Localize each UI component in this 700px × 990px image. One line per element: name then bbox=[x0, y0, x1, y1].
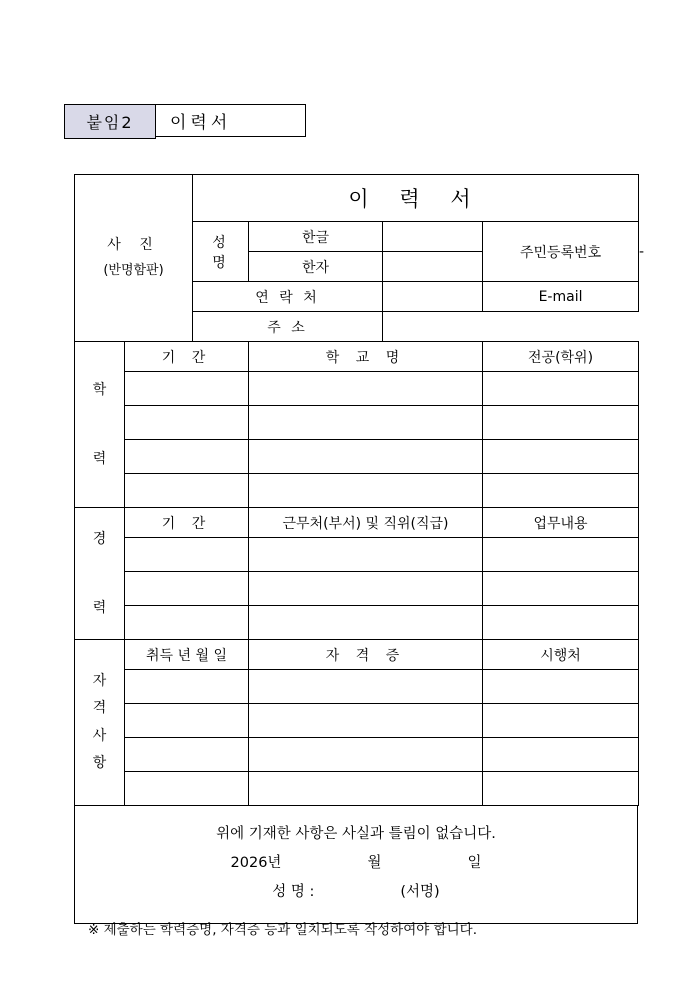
document-header bbox=[64, 104, 306, 139]
cert-header-date: 취득 년 월 일 bbox=[125, 640, 249, 670]
attachment-badge: 붙임2 bbox=[64, 104, 156, 139]
name-label-char2: 명 bbox=[212, 254, 229, 271]
declaration-block bbox=[74, 806, 638, 924]
address-value-field[interactable] bbox=[383, 312, 639, 342]
career-cell-period[interactable] bbox=[125, 538, 249, 572]
table-row bbox=[75, 372, 639, 406]
hanja-value-field[interactable] bbox=[383, 252, 483, 282]
cert-cell-date[interactable] bbox=[125, 772, 249, 806]
career-header-duties: 업무내용 bbox=[483, 508, 639, 538]
cert-cell-issuer[interactable] bbox=[483, 772, 639, 806]
career-header-period: 기 간 bbox=[125, 508, 249, 538]
career-label-char1: 경 bbox=[92, 531, 107, 548]
photo-label-line1: 사 진 bbox=[107, 237, 160, 254]
table-row bbox=[75, 606, 639, 640]
table-row bbox=[75, 406, 639, 440]
cert-label-char3: 사 bbox=[92, 727, 107, 744]
education-cell-major[interactable] bbox=[483, 440, 639, 474]
contact-label: 연 락 처 bbox=[193, 282, 383, 312]
cert-cell-issuer[interactable] bbox=[483, 670, 639, 704]
career-cell-period[interactable] bbox=[125, 606, 249, 640]
resident-number-label: 주민등록번호 bbox=[483, 222, 639, 282]
cert-label-char2: 격 bbox=[92, 700, 107, 717]
education-cell-major[interactable] bbox=[483, 406, 639, 440]
resume-heading: 이 력 서 bbox=[193, 175, 639, 222]
name-label bbox=[193, 222, 249, 282]
education-cell-major[interactable] bbox=[483, 372, 639, 406]
career-cell-workplace[interactable] bbox=[249, 538, 483, 572]
cert-label-char1: 자 bbox=[92, 672, 107, 689]
cert-cell-name[interactable] bbox=[249, 704, 483, 738]
declaration-text: 위에 기재한 사항은 사실과 틀림이 없습니다. bbox=[216, 826, 496, 842]
section-label-certificates bbox=[75, 640, 125, 806]
cert-cell-date[interactable] bbox=[125, 704, 249, 738]
career-label-char2: 력 bbox=[92, 599, 107, 616]
hangul-label: 한글 bbox=[249, 222, 383, 252]
career-cell-period[interactable] bbox=[125, 572, 249, 606]
cert-cell-name[interactable] bbox=[249, 738, 483, 772]
education-cell-major[interactable] bbox=[483, 474, 639, 508]
document-title-box: 이력서 bbox=[156, 104, 306, 137]
career-cell-duties[interactable] bbox=[483, 572, 639, 606]
declaration-year[interactable]: 2026년 bbox=[230, 855, 282, 871]
education-header-period: 기 간 bbox=[125, 342, 249, 372]
career-cell-duties[interactable] bbox=[483, 606, 639, 640]
photo-placeholder[interactable] bbox=[75, 175, 193, 342]
address-label: 주 소 bbox=[193, 312, 383, 342]
table-row bbox=[75, 738, 639, 772]
table-row-title bbox=[75, 175, 639, 222]
education-cell-period[interactable] bbox=[125, 406, 249, 440]
table-row-name-hangul: 성 명 한글 주민등록번호 - bbox=[75, 222, 639, 252]
table-row bbox=[75, 704, 639, 738]
cert-label-char4: 항 bbox=[92, 754, 107, 771]
career-cell-workplace[interactable] bbox=[249, 572, 483, 606]
education-cell-school[interactable] bbox=[249, 474, 483, 508]
declaration-month[interactable]: 월 bbox=[367, 855, 382, 871]
footnote: ※ 제출하는 학력증명, 자격증 등과 일치되도록 작성하여야 합니다. bbox=[88, 922, 477, 938]
signature-name-label: 성 명 : bbox=[272, 884, 315, 900]
education-label-char1: 학 bbox=[92, 382, 107, 399]
cert-cell-name[interactable] bbox=[249, 772, 483, 806]
table-row bbox=[75, 474, 639, 508]
career-cell-workplace[interactable] bbox=[249, 606, 483, 640]
cert-cell-issuer[interactable] bbox=[483, 738, 639, 772]
hanja-label: 한자 bbox=[249, 252, 383, 282]
education-header-school: 학 교 명 bbox=[249, 342, 483, 372]
cert-header-issuer: 시행처 bbox=[483, 640, 639, 670]
table-row-certificate-header bbox=[75, 640, 639, 670]
declaration-date-row bbox=[75, 849, 637, 878]
table-row bbox=[75, 772, 639, 806]
education-cell-school[interactable] bbox=[249, 440, 483, 474]
education-cell-period[interactable] bbox=[125, 440, 249, 474]
declaration-day[interactable]: 일 bbox=[467, 855, 482, 871]
table-row bbox=[75, 538, 639, 572]
section-label-education bbox=[75, 342, 125, 508]
table-row bbox=[75, 572, 639, 606]
education-cell-period[interactable] bbox=[125, 474, 249, 508]
table-row bbox=[75, 440, 639, 474]
photo-label-line2: (반명함판) bbox=[103, 262, 164, 278]
name-label-char1: 성 bbox=[212, 234, 229, 251]
contact-value-field[interactable] bbox=[383, 282, 483, 312]
cert-cell-date[interactable] bbox=[125, 738, 249, 772]
table-row-education-header bbox=[75, 342, 639, 372]
education-label-char2: 력 bbox=[92, 450, 107, 467]
hangul-value-field[interactable] bbox=[383, 222, 483, 252]
education-cell-period[interactable] bbox=[125, 372, 249, 406]
resume-form bbox=[74, 174, 645, 924]
education-header-major: 전공(학위) bbox=[483, 342, 639, 372]
resume-table bbox=[74, 174, 645, 806]
cert-cell-name[interactable] bbox=[249, 670, 483, 704]
cert-header-name: 자 격 증 bbox=[249, 640, 483, 670]
cert-cell-date[interactable] bbox=[125, 670, 249, 704]
cert-cell-issuer[interactable] bbox=[483, 704, 639, 738]
declaration-signature-row bbox=[75, 878, 637, 907]
career-cell-duties[interactable] bbox=[483, 538, 639, 572]
email-label: E-mail bbox=[483, 282, 639, 312]
table-row bbox=[75, 670, 639, 704]
education-cell-school[interactable] bbox=[249, 406, 483, 440]
section-label-career bbox=[75, 508, 125, 640]
education-cell-school[interactable] bbox=[249, 372, 483, 406]
signature-mark-label: (서명) bbox=[400, 884, 440, 900]
table-row-career-header bbox=[75, 508, 639, 538]
career-header-workplace: 근무처(부서) 및 직위(직급) bbox=[249, 508, 483, 538]
